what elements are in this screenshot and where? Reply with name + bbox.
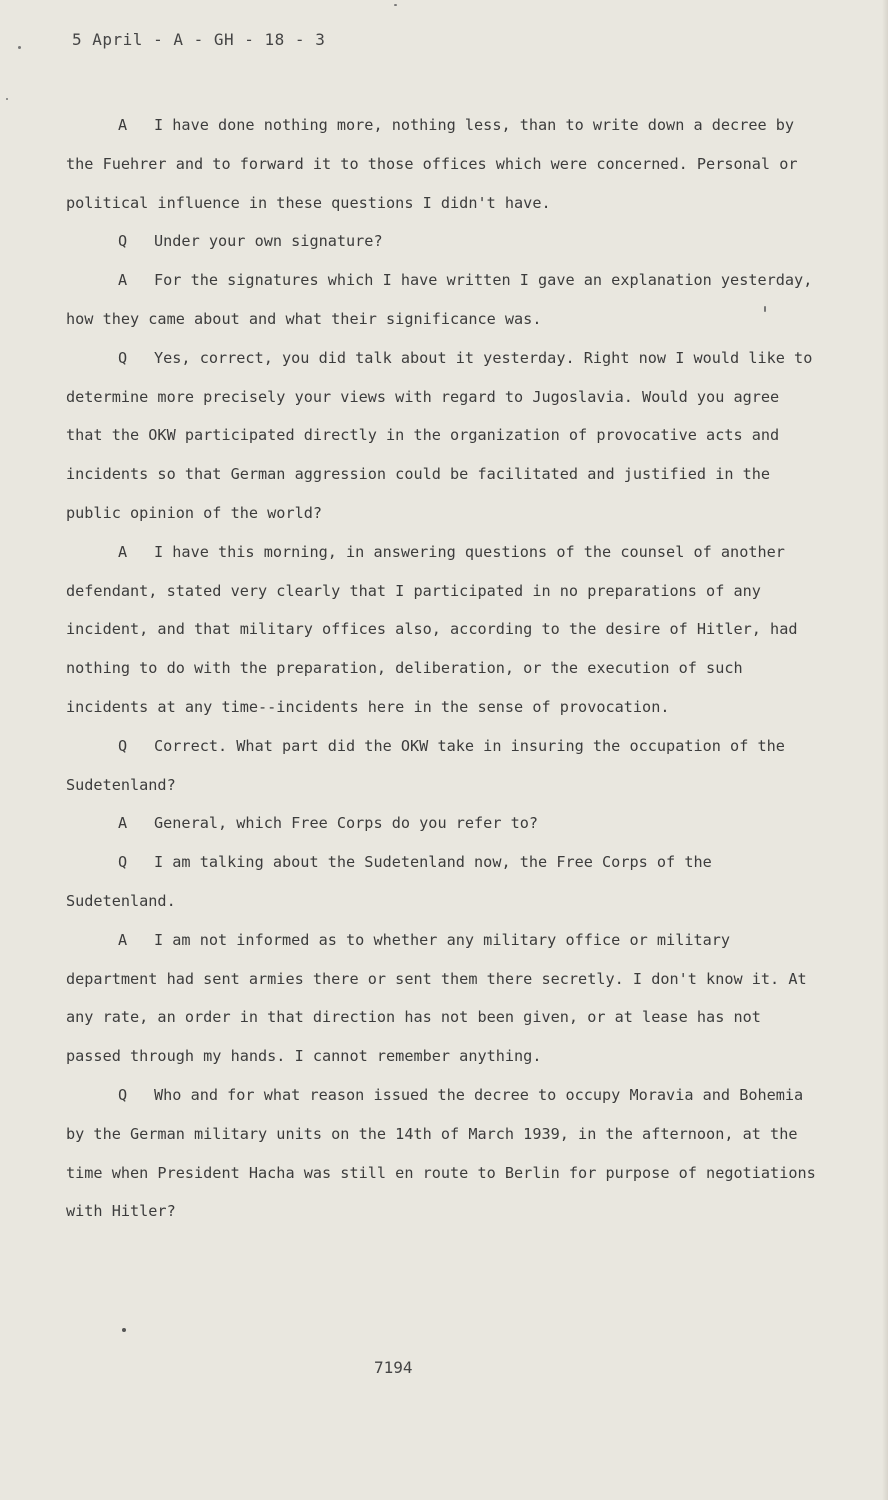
speaker-label: Q [118,232,128,251]
speaker-label: Q [118,853,128,872]
paragraph-text: General, which Free Corps do you refer to? [154,814,539,833]
speaker-label: A [118,930,128,949]
speaker-label: Q [118,348,128,367]
transcript-paragraph [66,533,818,727]
speaker-label: Q [118,1085,128,1104]
paragraph-text: I am talking about the Sudetenland now, the Free Corps of the Sudetenland. [66,853,712,910]
transcript-paragraph [66,727,818,805]
paragraph-text: Correct. What part did the OKW take in insuring the occupation of the Sudetenland? [66,736,785,794]
transcript-body [66,106,818,1231]
page-header-reference: 5 April - A - GH - 18 - 3 [72,30,326,49]
speaker-label: Q [118,736,128,755]
transcript-paragraph [66,921,818,1076]
paper-speck [394,4,397,6]
transcript-paragraph [66,1076,818,1231]
paragraph-text: For the signatures which I have written I gave an explanation yesterday, how they came about and what their significance was. [66,271,813,328]
speaker-label: A [118,271,128,290]
speaker-label: A [118,116,128,134]
paper-speck [18,46,21,49]
paragraph-text: I am not informed as to whether any military office or military department had sent armies there or sent them there secretly. I don't know it. At any rate, an order in that direction has not been given, or at lease has not passed through my hands. I cannot remember anything. [66,930,807,1066]
paragraph-text: Under your own signature? [154,232,383,251]
transcript-paragraph [66,106,818,222]
speaker-label: A [118,542,128,561]
page-number: 7194 [374,1358,413,1377]
ink-dot [122,1328,126,1332]
transcript-paragraph [66,339,818,533]
transcript-paragraph [66,222,818,261]
paragraph-text: I have this morning, in answering questions of the counsel of another defendant, stated very clearly that I participated in no preparations of any incident, and that military offices also, according to the desire of Hitler, had nothing to do with the preparation, deliberation, or the execution of such incidents at any time--incidents here in the sense of provocation. [66,542,798,716]
page-edge-shadow [882,0,888,1500]
paper-speck [6,98,8,100]
paragraph-text: Who and for what reason issued the decree to occupy Moravia and Bohemia by the German military units on the 14th of March 1939, in the afternoon, at the time when President Hacha was still en route to Berlin for purpose of negotiations with Hitler? [66,1085,816,1221]
paragraph-text: Yes, correct, you did talk about it yesterday. Right now I would like to determine more precisely your views with regard to Jugoslavia. Would you agree that the OKW participated directly in the organization of provocative acts and incidents so that German aggression could be facilitated and justified in the public opinion of the world? [66,348,813,522]
transcript-paragraph [66,843,818,921]
paper-speck [764,306,766,312]
transcript-paragraph [66,804,818,843]
paragraph-text: I have done nothing more, nothing less, than to write down a decree by the Fuehrer and to forward it to those offices which were concerned. Personal or political influence in these questions I didn't have. [66,116,798,212]
speaker-label: A [118,814,128,833]
transcript-paragraph [66,261,818,339]
